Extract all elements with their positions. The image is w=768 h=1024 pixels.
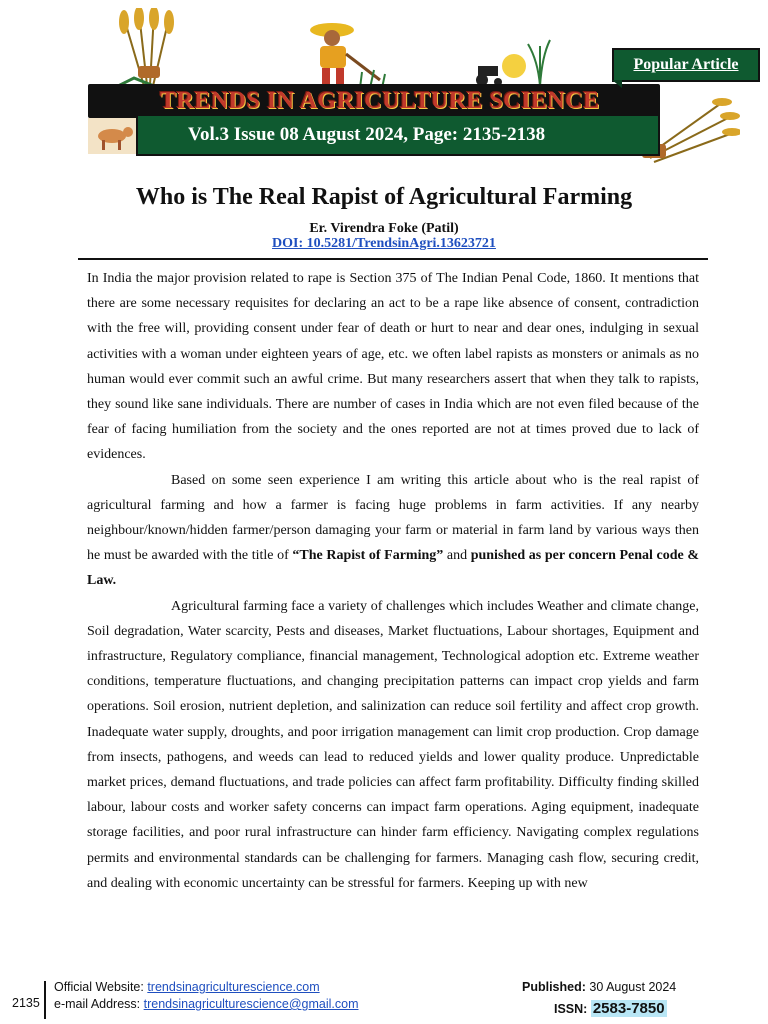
rapist-of-farming-phrase: “The Rapist of Farming” (292, 548, 444, 564)
website-link[interactable]: trendsinagriculturescience.com (147, 980, 320, 994)
grass-illustration (520, 36, 560, 86)
email-address (54, 997, 359, 1011)
published-value: 30 August 2024 (585, 980, 677, 994)
issn-label: ISSN: (554, 1002, 588, 1016)
farmer-illustration (290, 20, 400, 90)
published-label: Published: (522, 980, 586, 994)
email-label: e-mail Address: (54, 997, 144, 1011)
body-paragraph-2 (87, 468, 699, 594)
footer-divider (44, 981, 46, 1019)
article-body (87, 266, 699, 896)
issn (554, 1000, 667, 1017)
website-label: Official Website: (54, 980, 148, 994)
paragraph-2-text: Based on some seen experience I am writing this article about who is the real rapist of agricultural farming and how a farmer is facing huge problems in farm activities. If any nearby neighbour/known/hidden farmer/person damaging your farm or material in farm land by various ways then he must be awarded with the title of (87, 472, 699, 564)
article-category-tag[interactable]: Popular Article (612, 48, 760, 82)
page-footer (0, 978, 768, 1024)
doi-link[interactable]: DOI: 10.5281/TrendsinAgri.13623721 (272, 236, 496, 251)
published-date (522, 980, 676, 994)
body-paragraph-3: Agricultural farming face a variety of challenges which includes Weather and climate change, Soil degradation, Water scarcity, Pests and diseases, Market fluctuations, Labour shortages, Equipment and infrastructure, Regulatory compliance, financial management, Technological adoption etc. Extreme weather conditions, temperature fluctuations, and changing precipitation patterns can impact crop yields and farm operations. Soil erosion, nutrient depletion, and salinization can reduce soil fertility and affect crop growth. Inadequate water supply, droughts, and poor irrigation management can limit crop production. Crop damage from insects, pathogens, and weeds can lead to reduced yields and lower quality produce. Unpredictable market prices, demand fluctuations, and trade policies can affect farm profitability. Difficulty finding skilled labour, labour costs and worker safety concerns can impact farm operations. Aging equipment, inadequate storage facilities, and poor rural infrastructure can hinder farm efficiency. Navigating complex regulations permits and environmental standards can be challenging for farmers. Managing cash flow, securing credit, and dealing with economic uncertainty can be stressful for farmers. Keeping up with new (87, 598, 699, 891)
volume-issue-line: Vol.3 Issue 08 August 2024, Page: 2135-2138 (188, 124, 546, 145)
journal-header (0, 0, 768, 170)
cattle-illustration (88, 118, 138, 154)
body-paragraph-1: In India the major provision related to rape is Section 375 of The Indian Penal Code, 1860. It mentions that there are some necessary requisites for declaring an act to be a rape like absence of consent, contradiction with the free will, providing consent under fear of death or hurt to near and dear ones, indulging in sexual activities with a woman under eighteen years of age, etc. we often label rapists as monsters or animals as no human would ever commit such an awful crime. But many researchers assert that when they talk to rapists, they sound like sane individuals. There are number of cases in India which are not even filed because of the fear of facing humiliation from the society and the ones reported are not at times proved due to lack of evidences. (87, 271, 699, 463)
issn-value: 2583-7850 (592, 1000, 665, 1017)
category-tag-fold (612, 80, 622, 88)
paragraph-2-connector: and (443, 548, 471, 564)
page-number: 2135 (12, 996, 40, 1010)
article-author: Er. Virendra Foke (Patil) (309, 221, 459, 236)
punishment-phrase: punished as per concern Penal code & Law. (87, 548, 700, 589)
journal-name: TRENDS IN AGRICULTURE SCIENCE (160, 88, 600, 114)
email-link[interactable]: trendsinagriculturescience@gmail.com (143, 997, 359, 1011)
title-divider (78, 258, 708, 260)
article-title: Who is The Real Rapist of Agricultural Farming (135, 184, 633, 210)
official-website (54, 980, 320, 994)
